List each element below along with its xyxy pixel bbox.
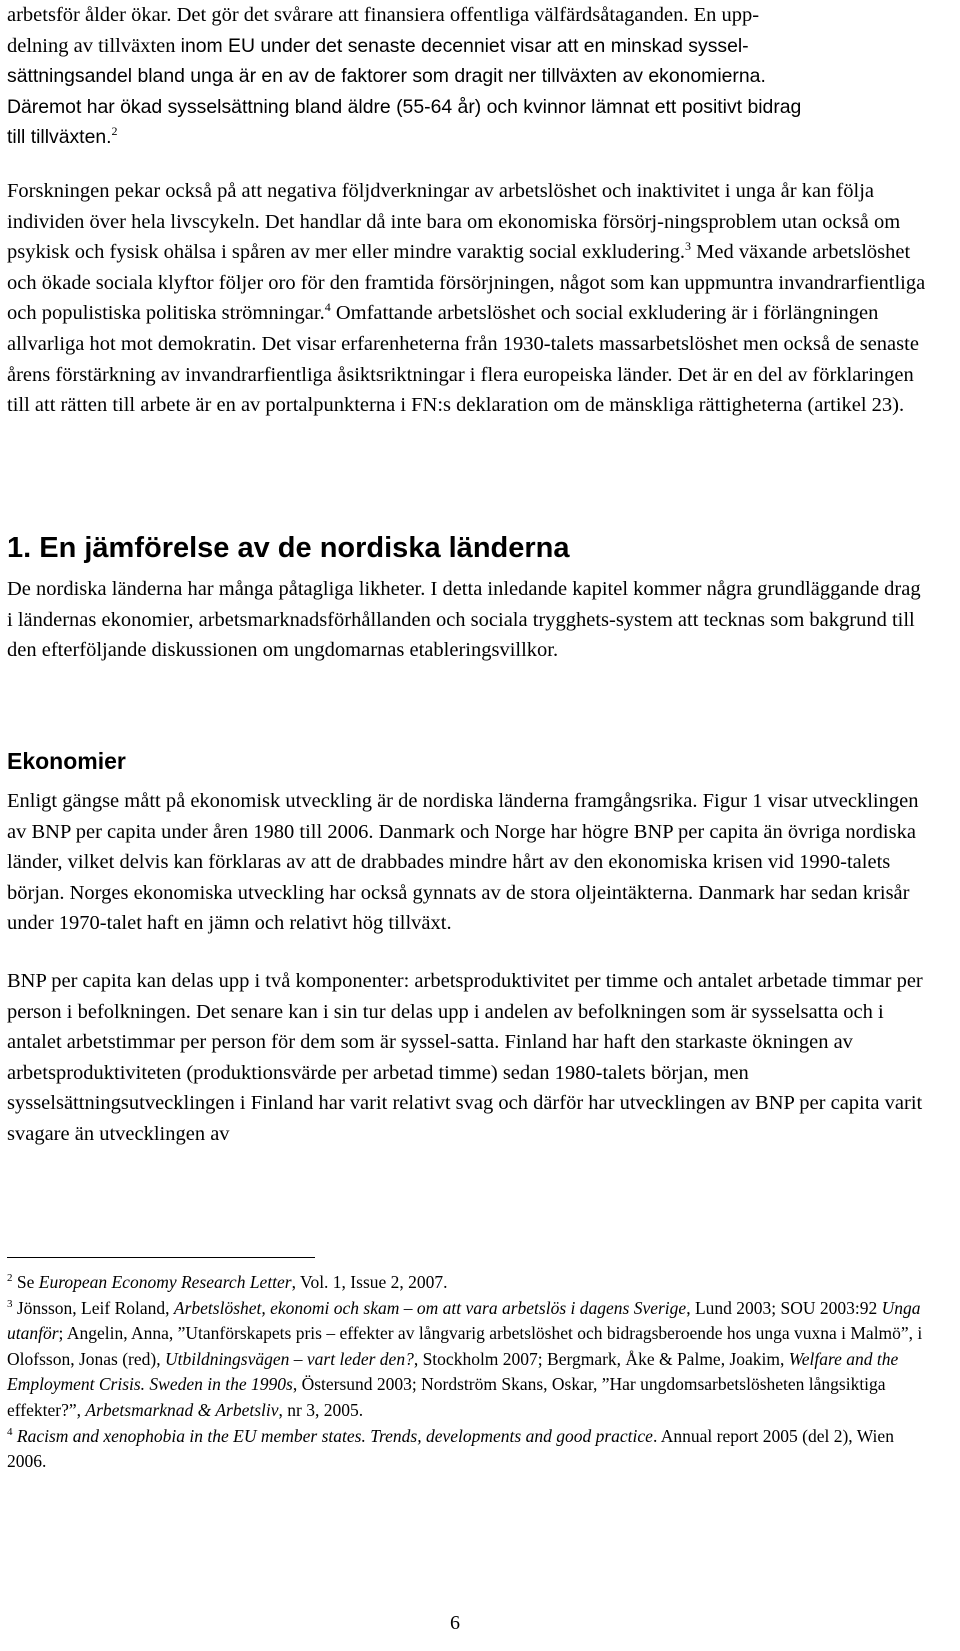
footnote-text: , Östersund 2003; Nordström Skans, Oskar, ”Har ungdomsarbetslösheten långsiktiga effekter?”, [7, 1374, 886, 1420]
subsection-heading: Ekonomier [7, 748, 126, 774]
footnote-title: Racism and xenophobia in the EU member states. Trends, developments and good practice [16, 1425, 653, 1446]
footnote-number: 4 [7, 1425, 13, 1438]
text-line: arbetsför ålder ökar. Det gör det svårare att finansiera offentliga välfärdsåtaganden. En upp- [7, 4, 760, 26]
footnote-text: , Vol. 1, Issue 2, 2007. [291, 1272, 448, 1292]
footnote-text: ; Angelin, Anna, ”Utanförskapets pris – effekter av långvarig arbetslöshet och bidragsberoende hos unga vuxna i Malmö”, i Olofsson, Jonas (red), [7, 1323, 923, 1369]
footnote-text: , Stockholm 2007; Bergmark, Åke & Palme, Joakim, [413, 1348, 789, 1369]
footnote-ref-4[interactable]: 4 [324, 300, 331, 315]
text-line: till tillväxten. [7, 126, 112, 149]
text-line: Däremot har ökad sysselsättning bland äldre (55-64 år) och kvinnor lämnat ett positivt bidrag [7, 95, 802, 118]
text-line: inom EU under det senaste decenniet visar att en minskad syssel- [180, 34, 749, 57]
footnote-title: Utbildningsvägen – vart leder den? [164, 1348, 414, 1369]
body-paragraph [7, 176, 927, 421]
footnote-text: , nr 3, 2005. [278, 1399, 364, 1420]
footnote-3 [7, 1296, 927, 1424]
footnotes [7, 1270, 927, 1475]
body-paragraph [7, 966, 927, 1150]
paragraph-text: Enligt gängse mått på ekonomisk utveckling är de nordiska länderna framgångsrika. Figur 1 visar utvecklingen av BNP per capita under åren 1980 till 2006. Danmark och Norge har högre BNP per capita än övriga nordiska länder, vilket delvis kan förklaras av att de drabbades mindre hårt av den ekonomiska krisen vid 1990-talets början. Norges ekonomiska utveckling har också gynnats av de stora oljeintäkterna. Danmark har sedan krisår under 1970-talet haft en jämn och relativt hög tillväxt. [7, 790, 919, 935]
footnote-ref-3[interactable]: 3 [685, 239, 692, 254]
footnote-title: Arbetslöshet, ekonomi och skam – om att vara arbetslös i dagens Sverige [173, 1297, 687, 1318]
footnote-text: , Lund 2003; SOU 2003:92 [686, 1297, 882, 1318]
paragraph-text: Med växande arbetslöshet och ökade sociala klyftor följer oro för den framtida försörjningen, något som kan uppmuntra invandrarfientliga och populistiska politiska strömningar. [7, 241, 926, 325]
page-number: 6 [450, 1612, 460, 1634]
paragraph-text: Omfattande arbetslöshet och social exkludering är i förlängningen allvarliga hot mot demokratin. Det visar erfarenheterna från 1930-talets massarbetslöshet men också de senaste årens förstärkning av invandrarfientliga åsiktsriktningar i flera europeiska länder. Det är en del av förklaringen till att rätten till arbete är en av portalpunkterna i FN:s deklaration om de mänskliga rättigheterna (artikel 23). [7, 302, 919, 417]
text-line: sättningsandel bland unga är en av de faktorer som dragit ner tillväxten av ekonomierna. [7, 65, 766, 88]
footnote-2 [7, 1270, 927, 1296]
footnote-title: European Economy Research Letter [38, 1272, 292, 1292]
footnote-ref-2[interactable]: 2 [111, 124, 118, 139]
footnote-title: Arbetsmarknad & Arbetsliv [85, 1399, 279, 1420]
text-line: delning av tillväxten [7, 34, 181, 57]
body-paragraph [7, 786, 927, 939]
footnote-title: Welfare and the Employment Crisis. Sweden in the 1990s [7, 1348, 899, 1395]
paragraph-text: BNP per capita kan delas upp i två komponenter: arbetsproduktivitet per timme och antalet arbetade timmar per person i befolkningen. Det senare kan i sin tur delas upp i andelen av befolkningen som är sysselsatta och i antalet arbetstimmar per person för dem som är syssel-satta. Finland har haft den starkaste ökningen av arbetsproduktiviteten (produktionsvärde per arbetad timme) sedan 1980-talets början, men sysselsättningsutvecklingen i Finland har varit relativt svag och därför har utvecklingen av BNP per capita varit svagare än utvecklingen av [7, 970, 923, 1145]
footnote-number: 2 [7, 1272, 13, 1284]
paragraph-text: De nordiska länderna har många påtagliga likheter. I detta inledande kapitel kommer några grundläggande drag i ländernas ekonomier, arbetsmarknadsförhållanden och sociala trygghets-system att tecknas som bakgrund till den efterföljande diskussionen om ungdomarnas etableringsvillkor. [7, 578, 921, 662]
footnote-4 [7, 1424, 927, 1475]
paragraph-text: Forskningen pekar också på att negativa följdverkningar av arbetslöshet och inaktivitet i unga år kan följa individen över hela livscykeln. Det handlar då inte bara om ekonomiska försörj-ningsproblem utan också om psykisk och fysisk ohälsa i spåren av mer eller mindre varaktig social exkludering. [7, 180, 901, 264]
footnote-number: 3 [7, 1297, 13, 1310]
body-paragraph [7, 574, 927, 666]
section-heading: 1. En jämförelse av de nordiska länderna [7, 532, 570, 564]
footnote-text: Jönsson, Leif Roland, [16, 1297, 174, 1318]
footnote-title: Unga utanför [7, 1297, 921, 1344]
footnote-text: . Annual report 2005 (del 2), Wien 2006. [7, 1425, 894, 1472]
footnote-text: Se [16, 1272, 39, 1292]
intro-paragraph [7, 0, 927, 153]
footnote-separator [7, 1257, 315, 1258]
